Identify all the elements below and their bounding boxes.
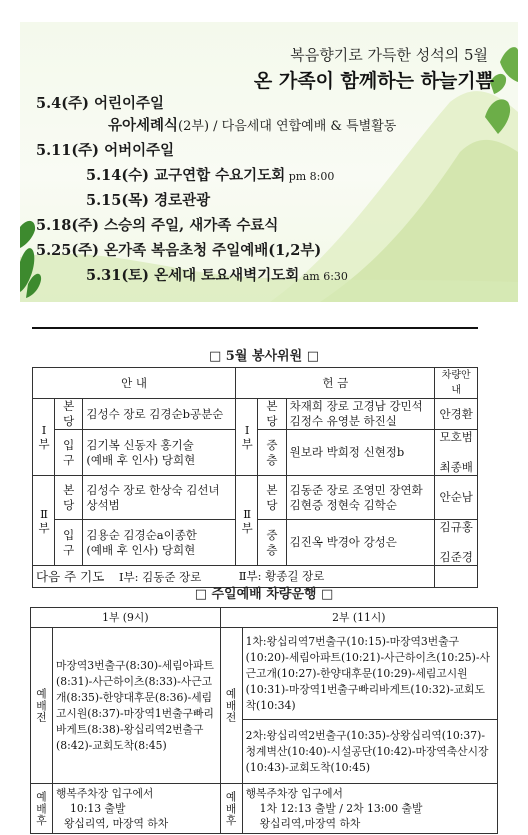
guide-header: 안 내 <box>33 368 236 399</box>
first-service-header: 1부 (9시) <box>31 608 221 628</box>
second-service-route-2: 2차:왕십리역2번출구(10:35)-상왕십리역(10:37)-청계벽산(10:40)-시설공단(10:42)-마장역축산시장(10:43)-교회도착(10:45) <box>242 720 497 784</box>
offering-names: 원보라 박희정 신현정b <box>286 430 435 476</box>
event-item: 5.14(수) 교구연합 수요기도회 pm 8:00 <box>86 167 335 184</box>
event-banner <box>20 22 518 302</box>
guide-names: 김기복 신동자 홍기술 (예배 후 인사) 당희현 <box>83 430 236 476</box>
first-service-route: 마장역3번출구(8:30)-세림아파트(8:31)-사근하이츠(8:33)-사근고개(8:35)-한양대후문(8:36)-세림고시원(8:37)-마장역1번출구빠리바게트(8:38)-왕십리역2번출구(8:42)-교회도착(8:45) <box>53 628 221 784</box>
location-label: 중층 <box>258 520 286 566</box>
second-service-return: 행복주차장 입구에서 1차 12:13 출발 / 2차 13:00 출발 왕십리역,마장역 하차 <box>242 784 497 834</box>
car-volunteer: 모호범 최종배 <box>435 430 478 476</box>
volunteers-table <box>32 367 478 588</box>
offering-names: 김동준 장로 조영민 장연화 김현증 정현숙 김학순 <box>286 476 435 520</box>
guide-names: 김용순 김경순a이종한 (예배 후 인사) 당희현 <box>83 520 236 566</box>
guide-names: 김성수 장로 한상숙 김선녀 상석범 <box>83 476 236 520</box>
volunteers-title: □ 5월 봉사위원 □ <box>209 349 319 364</box>
car-volunteer: 김규홍 김준경 <box>435 520 478 566</box>
part-label: Ⅱ부 <box>236 476 258 566</box>
before-service-label: 예배전 <box>220 628 242 784</box>
car-volunteer: 안순남 <box>435 476 478 520</box>
offering-header: 헌 금 <box>236 368 435 399</box>
guide-names: 김성수 장로 김경순b공분순 <box>83 399 236 430</box>
event-item: 5.15(목) 경로관광 <box>86 192 211 209</box>
part-label: Ⅰ부 <box>33 399 55 476</box>
after-service-label: 예배후 <box>220 784 242 834</box>
part-label: Ⅰ부 <box>236 399 258 476</box>
location-label: 중층 <box>258 430 286 476</box>
next-prayer-part1: Ⅰ부: 김동준 장로 <box>118 569 202 584</box>
location-label: 본당 <box>55 476 83 520</box>
location-label: 입구 <box>55 430 83 476</box>
location-label: 본당 <box>55 399 83 430</box>
second-service-route-1: 1차:왕십리역7번출구(10:15)-마장역3번출구(10:20)-세림아파트(10:21)-사근하이츠(10:25)-사근고개(10:27)-한양대후문(10:29)-세림고시원(10:31)-마장역1번출구빠리바게트(10:32)-교회도착(10:34) <box>242 628 497 720</box>
event-item: 5.31(토) 온세대 토요새벽기도회 am 6:30 <box>86 267 348 284</box>
shuttle-table <box>30 607 498 834</box>
location-label: 입구 <box>55 520 83 566</box>
before-service-label: 예배전 <box>31 628 53 784</box>
banner-subtitle: 복음향기로 가득한 성석의 5월 <box>290 46 488 64</box>
offering-names: 김진옥 박경아 강성은 <box>286 520 435 566</box>
location-label: 본당 <box>258 476 286 520</box>
car-volunteer: 안경환 <box>435 399 478 430</box>
car-header: 차량안내 <box>435 368 478 399</box>
event-item: 5.4(주) 어린이주일 <box>36 95 165 112</box>
event-item: 5.25(주) 온가족 복음초청 주일예배(1,2부) <box>36 242 322 259</box>
offering-names: 차재희 장로 고경남 강민석 김정수 유영분 하진실 <box>286 399 435 430</box>
second-service-header: 2부 (11시) <box>220 608 497 628</box>
location-label: 본당 <box>258 399 286 430</box>
event-item: 5.11(주) 어버이주일 <box>36 142 175 159</box>
section-divider <box>32 327 478 329</box>
shuttle-title: □ 주일예배 차량운행 □ <box>194 587 334 602</box>
event-item: 유아세례식(2부) / 다음세대 연합예배 & 특별활동 <box>108 117 397 134</box>
next-prayer-part2: Ⅱ부: 황종길 장로 <box>238 569 325 583</box>
event-item: 5.18(주) 스승의 주일, 새가족 수료식 <box>36 217 279 234</box>
next-prayer-label: 다음 주 기도 <box>36 568 105 584</box>
banner-title: 온 가족이 함께하는 하늘기쁨 <box>253 70 494 92</box>
first-service-return: 행복주차장 입구에서 10:13 출발 왕십리역, 마장역 하차 <box>53 784 221 834</box>
after-service-label: 예배후 <box>31 784 53 834</box>
part-label: Ⅱ부 <box>33 476 55 566</box>
